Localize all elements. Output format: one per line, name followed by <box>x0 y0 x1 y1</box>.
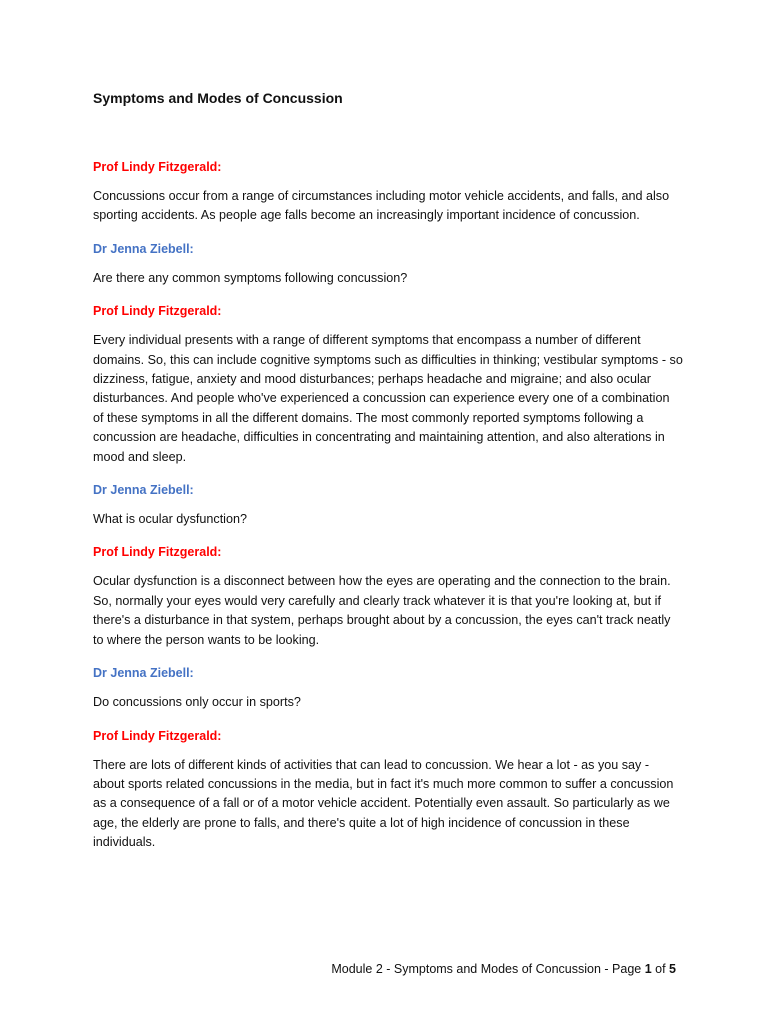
transcript <box>93 158 683 867</box>
transcript-paragraph: Every individual presents with a range of different symptoms that encompass a number of different domains. So, this can include cognitive symptoms such as difficulties in thinking; vestibular symptoms - so dizziness, fatigue, anxiety and mood disturbances; perhaps headache and migraine; and also ocular disturbances. And people who've experienced a concussion can experience every one of a combination of these symptoms in all the different domains. The most commonly reported symptoms following a concussion are headache, difficulties in concentrating and maintaining attention, and also alterations in mood and sleep. <box>93 333 683 464</box>
speaker-label: Prof Lindy Fitzgerald: <box>93 160 222 174</box>
footer-page-number: 1 <box>644 962 652 976</box>
transcript-paragraph: Do concussions only occur in sports? <box>93 695 301 710</box>
document-title: Symptoms and Modes of Concussion <box>93 90 343 106</box>
speaker-label: Dr Jenna Ziebell: <box>93 241 194 256</box>
footer-total-pages: 5 <box>669 962 676 976</box>
footer-prefix: Module 2 - Symptoms and Modes of Concussion - Page <box>331 962 645 976</box>
footer-of-label: of <box>651 962 670 976</box>
speaker-label: Dr Jenna Ziebell: <box>93 666 194 681</box>
transcript-paragraph: Ocular dysfunction is a disconnect between how the eyes are operating and the connection to the brain. So, normally your eyes would very carefully and clearly track whatever it is that you're looking at, but if there's a disturbance in that system, perhaps brought about by a concussion, the eyes can't track neatly to where the person wants to be looking. <box>93 574 671 647</box>
speaker-label: Prof Lindy Fitzgerald: <box>93 728 222 743</box>
transcript-paragraph: Are there any common symptoms following concussion? <box>93 270 408 285</box>
speaker-label: Prof Lindy Fitzgerald: <box>93 304 222 319</box>
transcript-paragraph: There are lots of different kinds of activities that can lead to concussion. We hear a lot - as you say - about sports related concussions in the media, but in fact it's much more common to suffer a concussion as a consequence of a fall or of a motor vehicle accident. Potentially even assault. So particularly as we age, the elderly are prone to falls, and there's quite a lot of high incidence of concussion in these individuals. <box>93 757 674 850</box>
page-footer <box>331 962 676 976</box>
transcript-paragraph: What is ocular dysfunction? <box>93 512 247 527</box>
speaker-label: Dr Jenna Ziebell: <box>93 483 194 498</box>
speaker-label: Prof Lindy Fitzgerald: <box>93 545 222 560</box>
transcript-paragraph: Concussions occur from a range of circumstances including motor vehicle accidents, and falls, and also sporting accidents. As people age falls become an increasingly important incidence of concussion. <box>93 189 670 223</box>
